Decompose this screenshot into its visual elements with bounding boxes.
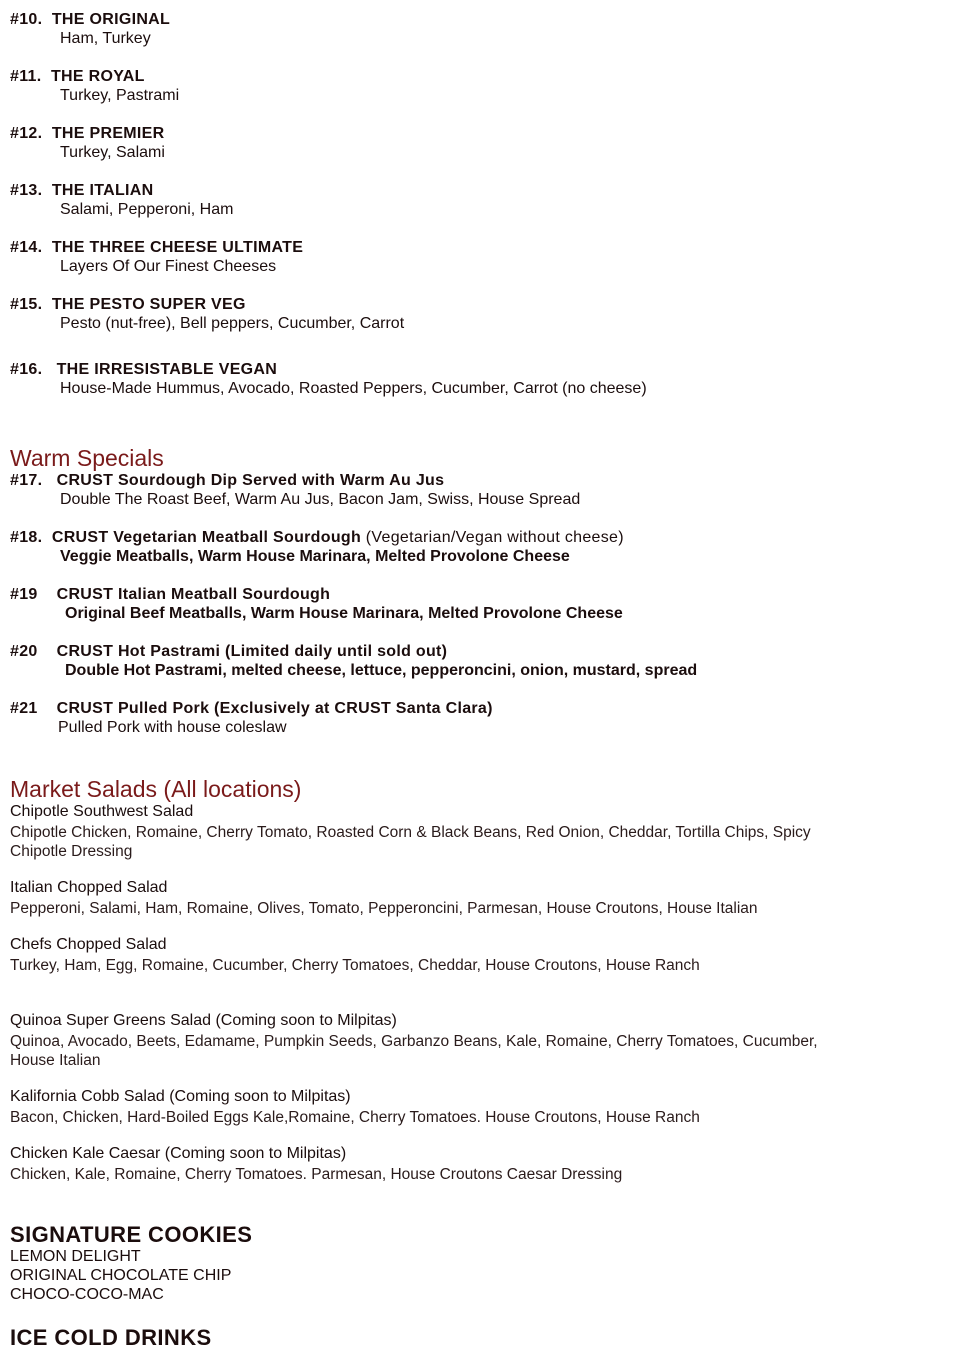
- section-heading-sub: (All locations): [157, 776, 302, 802]
- item-title: THE ORIGINAL: [51, 11, 171, 28]
- menu-item-12-desc: Turkey, Salami: [60, 144, 165, 161]
- item-title: CRUST Hot Pastrami (Limited daily until sold out): [56, 643, 448, 660]
- salad-desc: Quinoa, Avocado, Beets, Edamame, Pumpkin Seeds, Garbanzo Beans, Kale, Romaine, Cherry Tomatoes, Cucumber,: [10, 1033, 818, 1050]
- salad-desc: Chipotle Chicken, Romaine, Cherry Tomato, Roasted Corn & Black Beans, Red Onion, Cheddar, Tortilla Chips, Spicy: [10, 824, 811, 841]
- item-title: THE PESTO SUPER VEG: [51, 296, 246, 313]
- menu-item-16-title: [10, 361, 277, 379]
- item-title: CRUST Sourdough Dip Served with Warm Au Jus: [56, 472, 445, 489]
- menu-item-11-desc: Turkey, Pastrami: [60, 87, 180, 104]
- salad-desc-cont: Chipotle Dressing: [10, 843, 133, 860]
- item-number: #10.: [10, 11, 43, 28]
- menu-item-21-desc: Pulled Pork with house coleslaw: [58, 719, 287, 736]
- menu-item-20-title: [10, 643, 447, 661]
- menu-item-15-desc: Pesto (nut-free), Bell peppers, Cucumber, Carrot: [60, 315, 405, 332]
- item-title: THE THREE CHEESE ULTIMATE: [51, 239, 304, 256]
- item-number: #14.: [10, 239, 43, 256]
- menu-item-14-title: [10, 239, 303, 257]
- menu-item-10-title: [10, 11, 170, 29]
- menu-item-12-title: [10, 125, 165, 143]
- item-title: CRUST Pulled Pork (Exclusively at CRUST Santa Clara): [56, 700, 493, 717]
- menu-item-17-title: [10, 472, 444, 490]
- section-heading-cookies: SIGNATURE COOKIES: [10, 1222, 253, 1247]
- item-number: #19: [10, 586, 38, 603]
- salad-name: Chicken Kale Caesar (Coming soon to Milpitas): [10, 1145, 347, 1162]
- section-heading-warm-specials: Warm Specials: [10, 445, 164, 471]
- salad-name: Italian Chopped Salad: [10, 879, 168, 896]
- menu-item-13-title: [10, 182, 154, 200]
- menu-item-19-desc: Original Beef Meatballs, Warm House Marinara, Melted Provolone Cheese: [65, 605, 623, 622]
- menu-item-11-title: [10, 68, 145, 86]
- item-title: THE ITALIAN: [51, 182, 154, 199]
- item-number: #18.: [10, 529, 43, 546]
- salad-name: Chefs Chopped Salad: [10, 936, 167, 953]
- menu-item-10-desc: Ham, Turkey: [60, 30, 151, 47]
- salad-desc: Chicken, Kale, Romaine, Cherry Tomatoes. Parmesan, House Croutons Caesar Dressing: [10, 1166, 623, 1183]
- menu-item-16-desc: House-Made Hummus, Avocado, Roasted Peppers, Cucumber, Carrot (no cheese): [60, 380, 647, 397]
- cookie-item: CHOCO-COCO-MAC: [10, 1286, 164, 1303]
- item-title: THE IRRESISTABLE VEGAN: [56, 361, 278, 378]
- item-number: #17.: [10, 472, 43, 489]
- menu-item-13-desc: Salami, Pepperoni, Ham: [60, 201, 234, 218]
- salad-desc: Bacon, Chicken, Hard-Boiled Eggs Kale,Romaine, Cherry Tomatoes. House Croutons, House Ranch: [10, 1109, 700, 1126]
- section-heading-market-salads: [10, 776, 301, 803]
- item-number: #11.: [10, 68, 42, 85]
- item-title: THE PREMIER: [51, 125, 165, 142]
- menu-item-18-title: [10, 529, 624, 547]
- item-number: #12.: [10, 125, 43, 142]
- item-title-note: (Vegetarian/Vegan without cheese): [361, 529, 624, 546]
- salad-desc: Pepperoni, Salami, Ham, Romaine, Olives, Tomato, Pepperoncini, Parmesan, House Croutons, House Italian: [10, 900, 758, 917]
- item-number: #21: [10, 700, 38, 717]
- salad-name: Kalifornia Cobb Salad (Coming soon to Milpitas): [10, 1088, 351, 1105]
- item-number: #20: [10, 643, 38, 660]
- item-number: #16.: [10, 361, 43, 378]
- salad-desc: Turkey, Ham, Egg, Romaine, Cucumber, Cherry Tomatoes, Cheddar, House Croutons, House Ranch: [10, 957, 700, 974]
- cookie-item: ORIGINAL CHOCOLATE CHIP: [10, 1267, 232, 1284]
- menu-item-19-title: [10, 586, 330, 604]
- menu-item-18-desc: Veggie Meatballs, Warm House Marinara, Melted Provolone Cheese: [60, 548, 570, 565]
- section-heading-text: Market Salads: [10, 776, 158, 802]
- section-heading-drinks: ICE COLD DRINKS: [10, 1325, 212, 1350]
- menu-item-17-desc: Double The Roast Beef, Warm Au Jus, Bacon Jam, Swiss, House Spread: [60, 491, 581, 508]
- menu-item-15-title: [10, 296, 246, 314]
- item-number: #13.: [10, 182, 43, 199]
- salad-name: Chipotle Southwest Salad: [10, 803, 194, 820]
- salad-desc-cont: House Italian: [10, 1052, 101, 1069]
- item-title: THE ROYAL: [50, 68, 145, 85]
- salad-name: Quinoa Super Greens Salad (Coming soon to Milpitas): [10, 1012, 397, 1029]
- menu-item-20-desc: Double Hot Pastrami, melted cheese, lettuce, pepperoncini, onion, mustard, spread: [65, 662, 698, 679]
- item-title: CRUST Italian Meatball Sourdough: [56, 586, 331, 603]
- cookie-item: LEMON DELIGHT: [10, 1248, 141, 1265]
- item-title: CRUST Vegetarian Meatball Sourdough: [51, 529, 362, 546]
- item-number: #15.: [10, 296, 43, 313]
- menu-item-21-title: [10, 700, 493, 718]
- menu-item-14-desc: Layers Of Our Finest Cheeses: [60, 258, 277, 275]
